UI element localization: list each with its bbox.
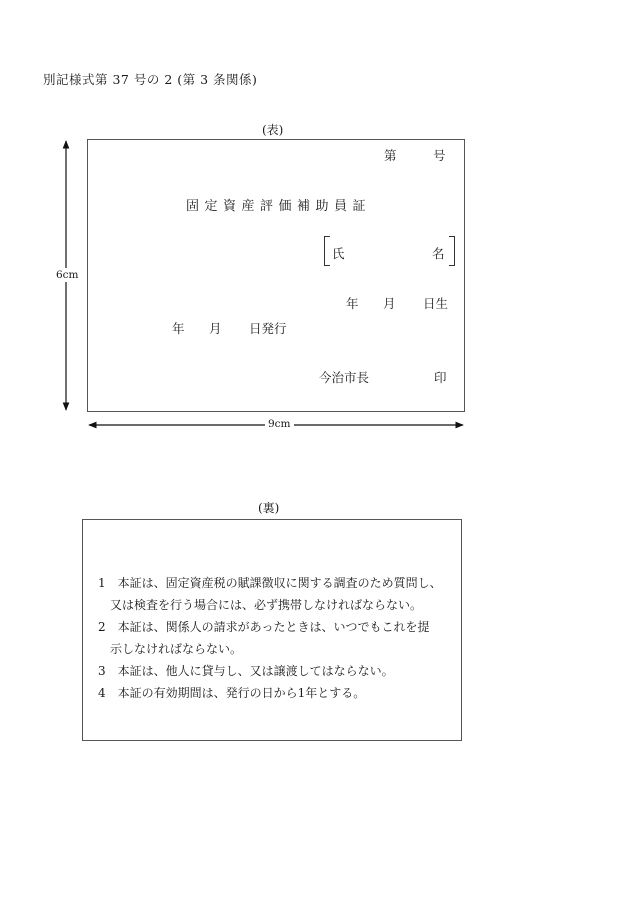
- number-prefix: 第: [384, 148, 397, 163]
- form-number: 別記様式第 37 号の 2 (第 3 条関係): [43, 72, 258, 87]
- note-line: 示しなければならない。: [98, 642, 243, 656]
- issuer-mayor: 今治市長: [319, 370, 370, 385]
- front-caption: (表): [262, 123, 284, 137]
- name-label-surname: 氏: [332, 246, 345, 261]
- back-caption: (裏): [258, 501, 280, 515]
- name-label-given: 名: [432, 246, 445, 261]
- seal-label: 印: [434, 370, 447, 385]
- height-dimension-label: 6cm: [56, 269, 79, 281]
- note-line: 又は検査を行う場合には、必ず携帯しなければならない。: [98, 598, 423, 612]
- birth-year-label: 年: [346, 296, 359, 311]
- width-dimension-label: 9cm: [265, 418, 294, 430]
- number-suffix: 号: [433, 148, 446, 163]
- birth-month-label: 月: [383, 296, 396, 311]
- issue-day-label: 日発行: [249, 321, 287, 336]
- note-line: 2 本証は、関係人の請求があったときは、いつでもこれを提: [98, 620, 430, 634]
- certificate-title: 固定資産評価補助員証: [186, 199, 372, 214]
- birth-day-label: 日生: [423, 296, 449, 311]
- issue-month-label: 月: [209, 321, 222, 336]
- note-line: 4 本証の有効期間は、発行の日から1年とする。: [98, 686, 366, 700]
- note-line: 1 本証は、固定資産税の賦課徴収に関する調査のため質問し、: [98, 576, 442, 590]
- issue-year-label: 年: [172, 321, 185, 336]
- note-line: 3 本証は、他人に貸与し、又は譲渡してはならない。: [98, 664, 394, 678]
